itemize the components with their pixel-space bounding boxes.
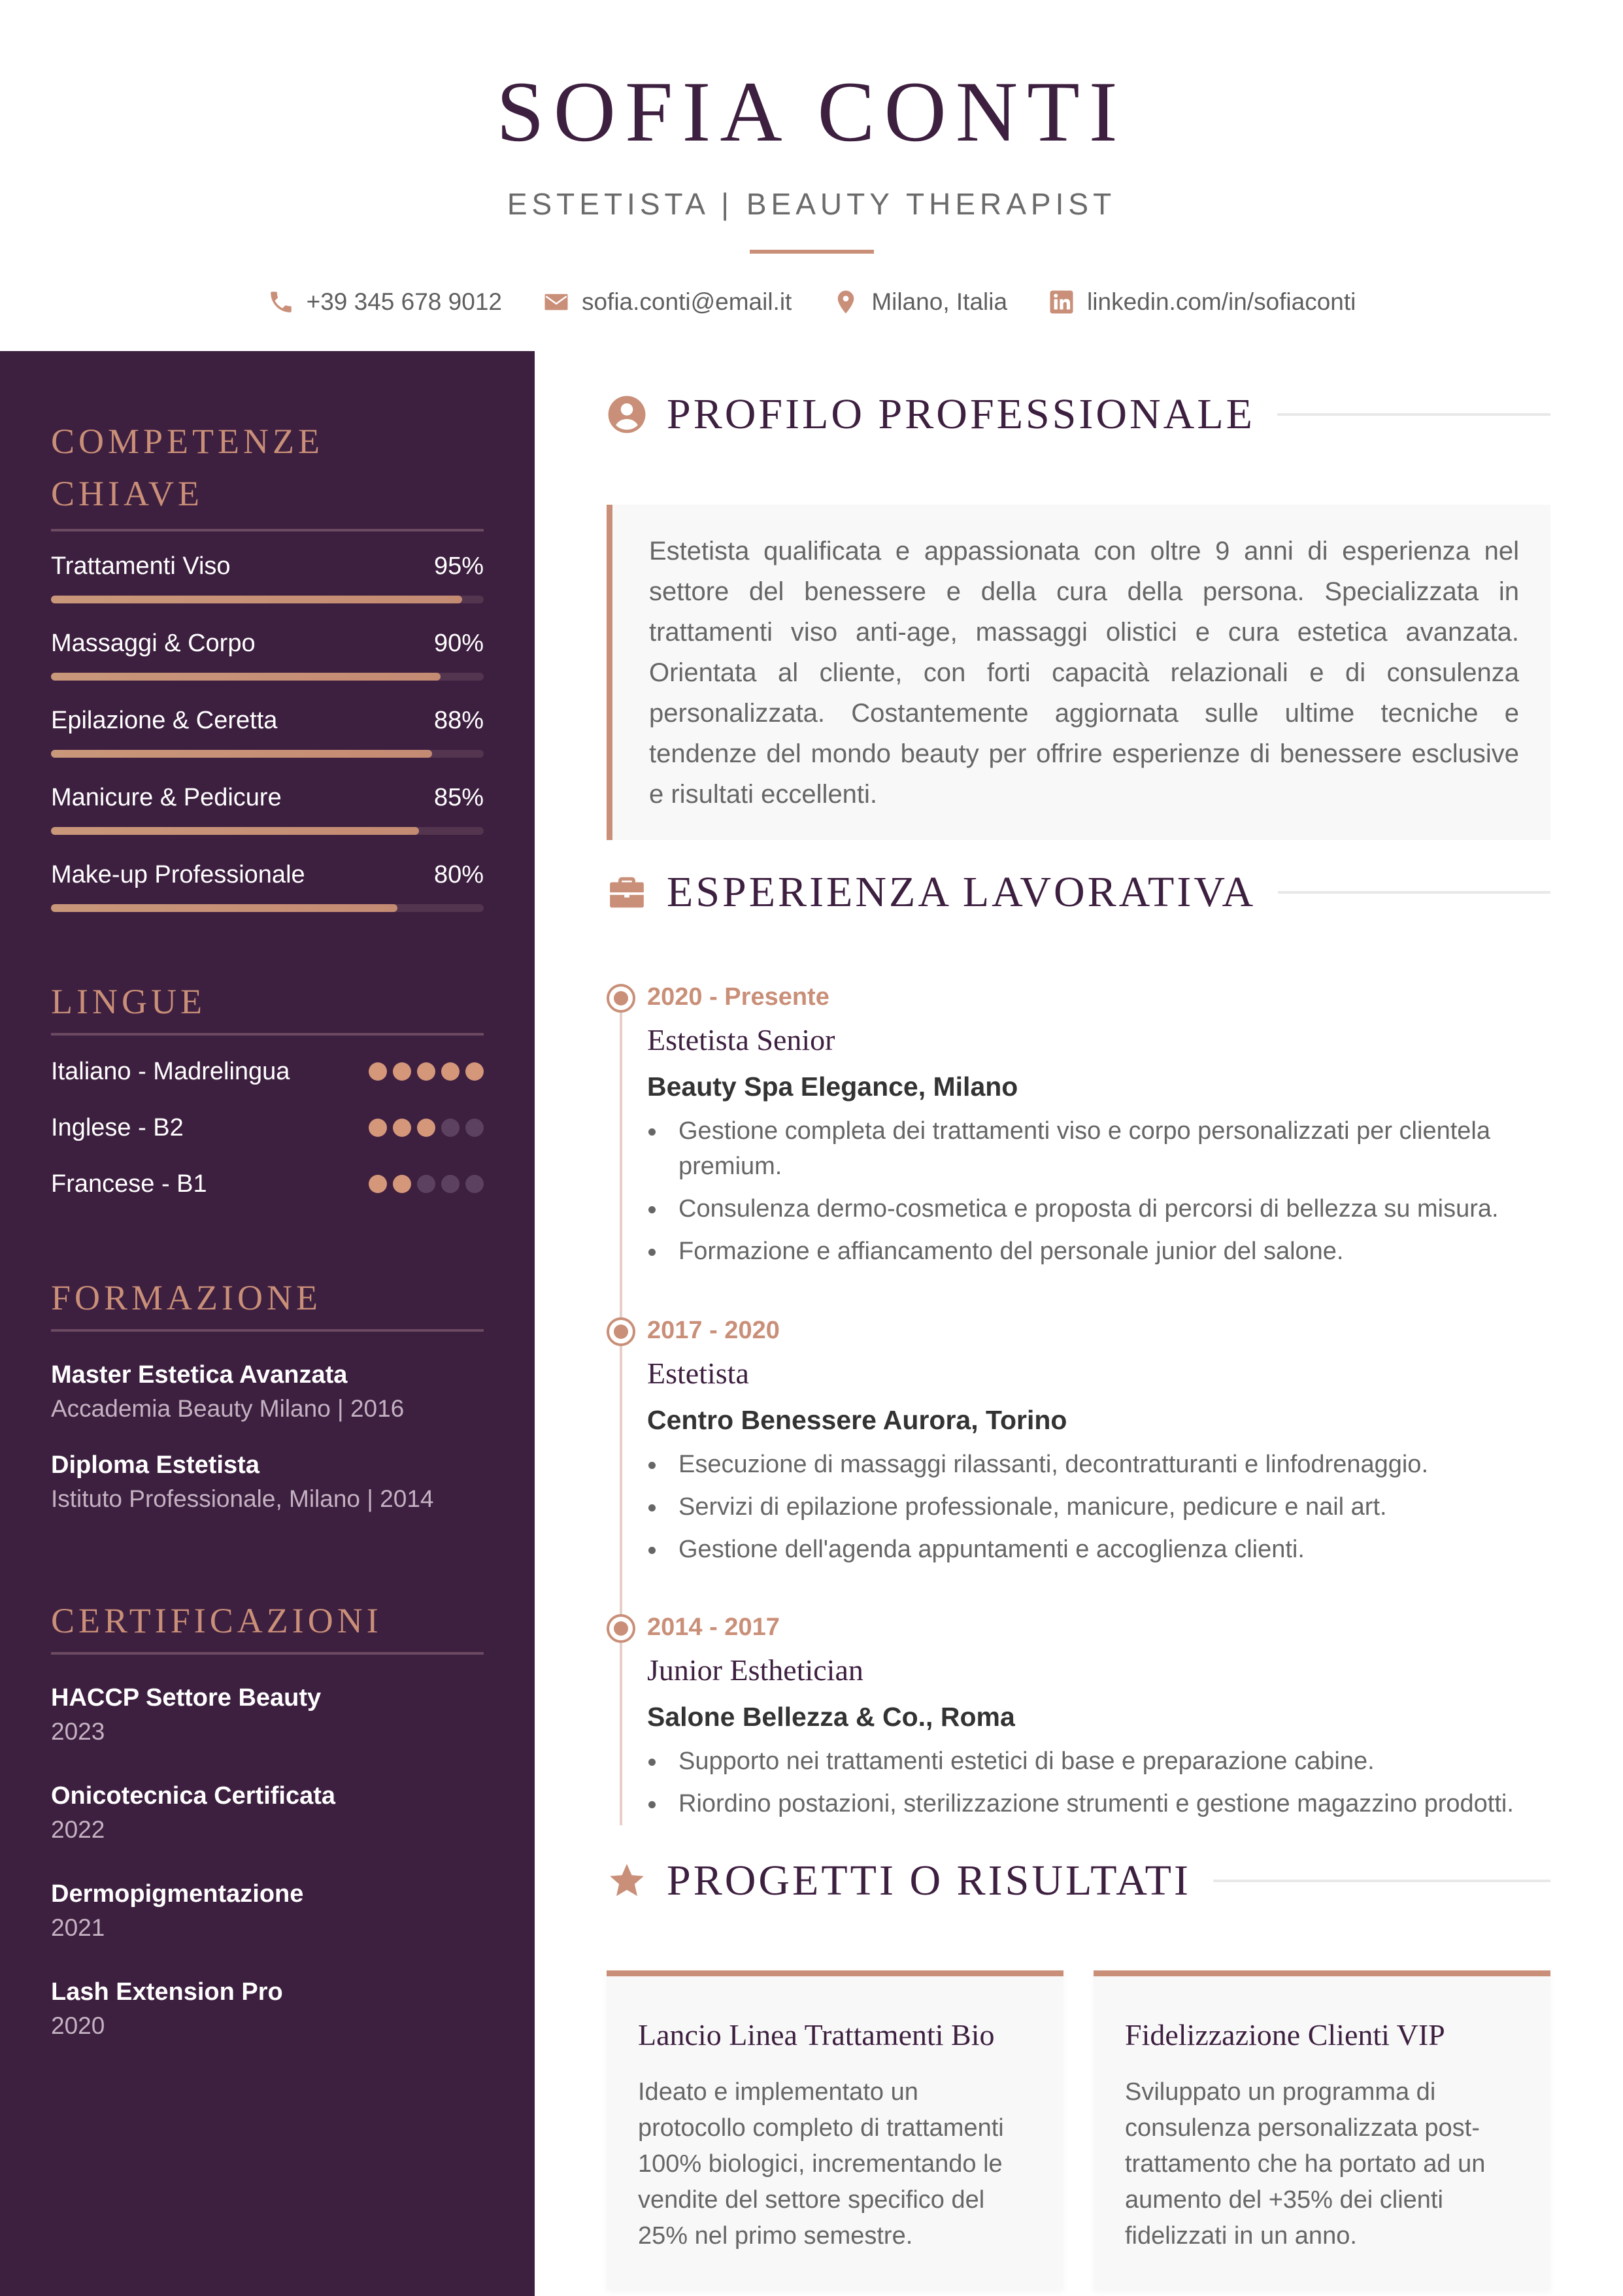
education-detail: Accademia Beauty Milano | 2016	[51, 1395, 405, 1422]
profile-title: PROFILO PROFESSIONALE	[667, 390, 1255, 438]
contact-email[interactable]	[543, 288, 792, 316]
education-item	[51, 1448, 484, 1516]
language-level-dots	[369, 1062, 484, 1081]
timeline-marker	[607, 1317, 635, 1346]
language-item	[51, 1043, 484, 1100]
section-divider	[51, 1329, 484, 1332]
skill-bar-fill	[51, 904, 397, 912]
skill-item	[51, 763, 484, 840]
skill-bar	[51, 673, 484, 681]
user-circle-icon	[607, 394, 647, 435]
certification-name: Onicotecnica Certificata	[51, 1782, 336, 1810]
language-level-dots	[369, 1175, 484, 1193]
job-date: 2020 - Presente	[647, 983, 829, 1011]
profile-section-header	[607, 388, 1550, 441]
certification-year: 2020	[51, 2012, 105, 2039]
job-title: ESTETISTA | BEAUTY THERAPIST	[507, 187, 1116, 221]
skill-label: Make-up Professionale	[51, 861, 305, 888]
certification-year: 2022	[51, 1816, 105, 1843]
certification-item	[51, 1681, 484, 1749]
timeline-line	[620, 998, 622, 1825]
section-rule	[1213, 1880, 1550, 1882]
job-company: Salone Bellezza & Co., Roma	[647, 1702, 1015, 1732]
sidebar	[0, 351, 535, 2296]
contact-phone[interactable]	[267, 288, 502, 316]
profile-summary: Estetista qualificata e appassionata con oltre 9 anni di esperienza nel settore del benessere e della cura della persona. Specializzata in trattamenti viso anti-age, massaggi olistici e cura estetica avanzata. Orientata al cliente, con forti capacità relazionali e di consulenza personalizzata. Costantemente aggiornata sulle ultime tecniche e tendenze del mondo beauty per offrire esperienze di benessere esclusive e risultati eccellenti.	[607, 505, 1550, 840]
project-card	[1094, 1970, 1550, 2289]
education-detail: Istituto Professionale, Milano | 2014	[51, 1485, 434, 1512]
languages-section	[51, 975, 484, 1212]
job-bullet: Supporto nei trattamenti estetici di base e preparazione cabine.	[678, 1744, 1541, 1779]
job-responsibilities	[678, 1744, 1541, 1829]
experience-title: ESPERIENZA LAVORATIVA	[667, 868, 1256, 916]
contact-bar	[0, 282, 1623, 322]
job-company: Beauty Spa Elegance, Milano	[647, 1072, 1018, 1102]
skill-bar-fill	[51, 750, 432, 758]
job-company: Centro Benessere Aurora, Torino	[647, 1405, 1067, 1435]
skill-bar-fill	[51, 673, 441, 681]
certification-year: 2021	[51, 1914, 105, 1941]
phone-icon	[267, 288, 295, 316]
experience-section-header	[607, 866, 1550, 919]
linkedin-icon	[1048, 288, 1075, 316]
skill-value: 90%	[433, 630, 484, 657]
skill-item	[51, 609, 484, 686]
candidate-name: SOFIA CONTI	[496, 63, 1127, 160]
section-divider	[51, 1033, 484, 1036]
skill-bar-fill	[51, 827, 419, 835]
location-text: Milano, Italia	[871, 288, 1008, 315]
job-date: 2014 - 2017	[647, 1613, 780, 1641]
job-bullet: Gestione dell'agenda appuntamenti e accoglienza clienti.	[678, 1532, 1541, 1567]
skill-bar	[51, 827, 484, 835]
certification-item	[51, 1779, 484, 1847]
project-title: Fidelizzazione Clienti VIP	[1125, 2018, 1445, 2051]
skill-item	[51, 686, 484, 763]
experience-timeline	[607, 979, 1550, 1829]
timeline-marker	[607, 1614, 635, 1643]
language-label: Italiano - Madrelingua	[51, 1057, 290, 1085]
education-section	[51, 1272, 484, 1516]
project-description: Ideato e implementato un protocollo completo di trattamenti 100% biologici, incrementando le vendite del settore specifico del 25% nel primo semestre.	[638, 2078, 1004, 2250]
envelope-icon	[543, 288, 570, 316]
language-label: Inglese - B2	[51, 1113, 184, 1141]
contact-location	[832, 288, 1007, 316]
job-responsibilities	[678, 1447, 1541, 1574]
education-item	[51, 1358, 484, 1426]
map-pin-icon	[832, 288, 860, 316]
section-rule	[1277, 413, 1550, 416]
certification-year: 2023	[51, 1718, 105, 1745]
certifications-title: CERTIFICAZIONI	[51, 1601, 382, 1640]
skills-title: COMPETENZE CHIAVE	[51, 422, 324, 513]
job-bullet: Riordino postazioni, sterilizzazione strumenti e gestione magazzino prodotti.	[678, 1786, 1541, 1821]
accent-divider	[750, 250, 874, 254]
job-role: Junior Esthetician	[647, 1653, 863, 1687]
job-role: Estetista	[647, 1357, 749, 1390]
project-title: Lancio Linea Trattamenti Bio	[638, 2018, 995, 2051]
skill-label: Trattamenti Viso	[51, 552, 231, 580]
section-rule	[1278, 891, 1550, 894]
job-bullet: Formazione e affiancamento del personale junior del salone.	[678, 1234, 1541, 1269]
project-card	[607, 1970, 1063, 2289]
job-responsibilities	[678, 1113, 1541, 1276]
certification-name: Dermopigmentazione	[51, 1880, 304, 1908]
skill-bar	[51, 750, 484, 758]
briefcase-icon	[607, 872, 647, 913]
skill-value: 85%	[433, 784, 484, 811]
skill-bar	[51, 904, 484, 912]
skill-value: 80%	[433, 861, 484, 888]
certifications-section	[51, 1595, 484, 2043]
languages-title: LINGUE	[51, 982, 206, 1021]
education-title: FORMAZIONE	[51, 1278, 322, 1317]
job-bullet: Consulenza dermo-cosmetica e proposta di percorsi di bellezza su misura.	[678, 1191, 1541, 1226]
education-degree: Master Estetica Avanzata	[51, 1361, 348, 1389]
language-label: Francese - B1	[51, 1170, 207, 1198]
skill-label: Manicure & Pedicure	[51, 784, 282, 811]
skill-item	[51, 840, 484, 917]
resume-header	[0, 0, 1623, 351]
job-bullet: Gestione completa dei trattamenti viso e corpo personalizzati per clientela premium.	[678, 1113, 1541, 1184]
job-date: 2017 - 2020	[647, 1317, 780, 1344]
skill-value: 88%	[433, 707, 484, 734]
skill-item	[51, 532, 484, 609]
skill-value: 95%	[433, 552, 484, 580]
timeline-marker	[607, 984, 635, 1013]
email-text: sofia.conti@email.it	[581, 288, 792, 315]
job-role: Estetista Senior	[647, 1023, 835, 1056]
linkedin-text: linkedin.com/in/sofiaconti	[1087, 288, 1356, 315]
phone-text: +39 345 678 9012	[306, 288, 502, 315]
certification-name: HACCP Settore Beauty	[51, 1684, 322, 1712]
skill-label: Epilazione & Ceretta	[51, 707, 278, 734]
job-bullet: Servizi di epilazione professionale, manicure, pedicure e nail art.	[678, 1489, 1541, 1525]
skill-bar-fill	[51, 596, 462, 603]
projects-title: PROGETTI O RISULTATI	[667, 1857, 1191, 1904]
language-item	[51, 1156, 484, 1212]
language-level-dots	[369, 1119, 484, 1137]
star-icon	[607, 1861, 647, 1901]
job-bullet: Esecuzione di massaggi rilassanti, decontratturanti e linfodrenaggio.	[678, 1447, 1541, 1482]
section-divider	[51, 1652, 484, 1655]
certification-item	[51, 1877, 484, 1945]
certification-name: Lash Extension Pro	[51, 1978, 283, 2006]
skill-bar	[51, 596, 484, 603]
projects-section-header	[607, 1855, 1550, 1907]
skills-section	[51, 415, 484, 917]
education-degree: Diploma Estetista	[51, 1451, 259, 1479]
skill-label: Massaggi & Corpo	[51, 630, 256, 657]
certification-item	[51, 1975, 484, 2043]
project-cards	[607, 1970, 1550, 2289]
language-item	[51, 1100, 484, 1156]
contact-linkedin[interactable]	[1048, 288, 1356, 316]
project-description: Sviluppato un programma di consulenza personalizzata post-trattamento che ha portato ad un aumento del +35% dei clienti fidelizzati in un anno.	[1125, 2078, 1486, 2250]
